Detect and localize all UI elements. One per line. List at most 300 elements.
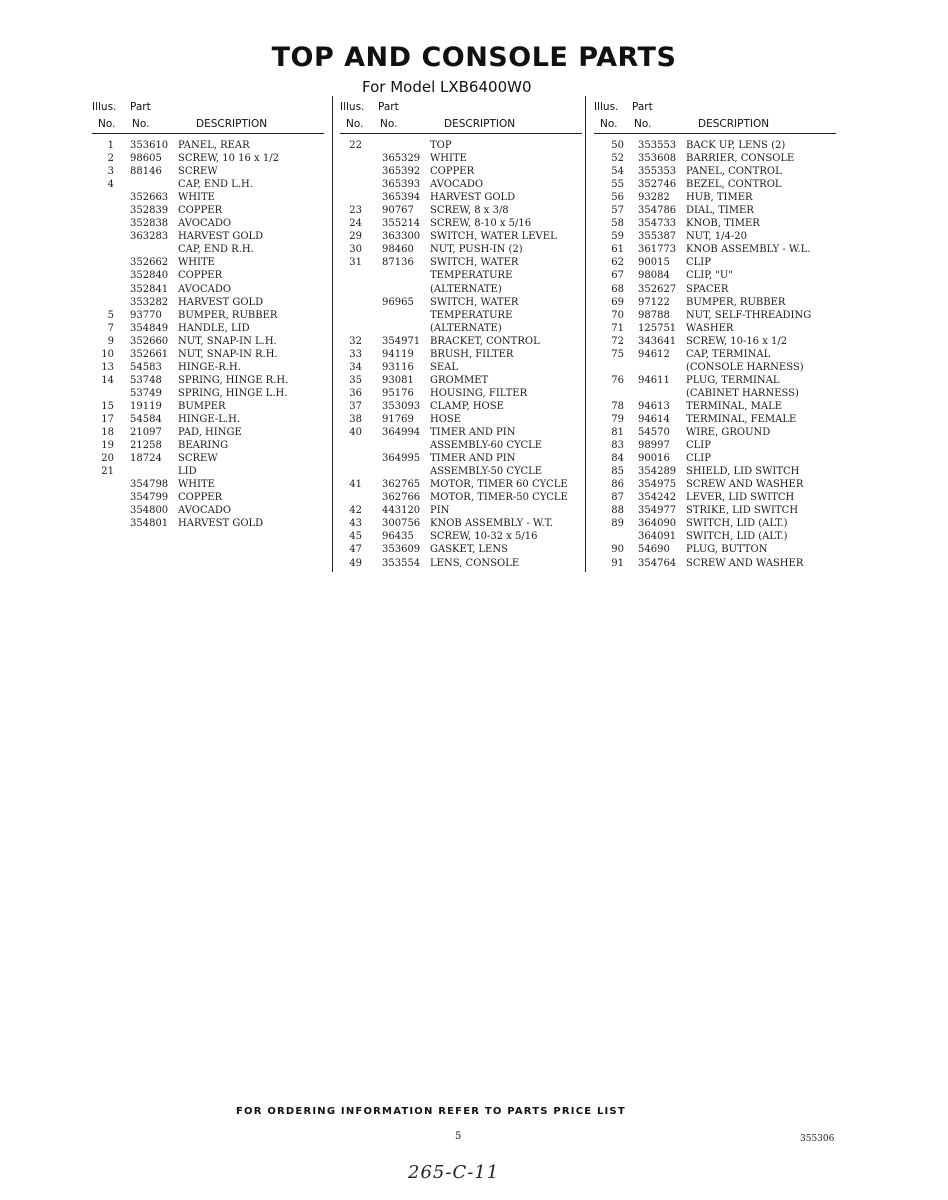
part-description: MOTOR, TIMER 60 CYCLE xyxy=(430,479,568,491)
part-number: 354799 xyxy=(130,492,169,504)
illus-number: 10 xyxy=(101,348,114,360)
part-number: 364994 xyxy=(382,427,421,439)
part-number: 361773 xyxy=(638,244,677,256)
illus-number: 90 xyxy=(611,544,624,556)
illus-number: 7 xyxy=(107,322,114,334)
table-row xyxy=(594,517,836,530)
part-description: BEZEL, CONTROL xyxy=(686,179,782,191)
part-description: SCREW, 8-10 x 5/16 xyxy=(430,218,532,230)
part-description: SCREW AND WASHER xyxy=(686,557,804,569)
part-number: 352840 xyxy=(130,270,169,282)
model-subtitle: For Model LXB6400W0 xyxy=(362,78,532,96)
table-row xyxy=(92,374,324,387)
part-number: 343641 xyxy=(638,335,677,347)
table-row xyxy=(340,517,582,530)
header-part: Part xyxy=(130,101,151,113)
table-row xyxy=(92,452,324,465)
part-number: 365329 xyxy=(382,153,421,165)
part-description: CAP, END R.H. xyxy=(178,244,254,256)
part-description: PLUG, TERMINAL xyxy=(686,374,780,386)
table-row xyxy=(92,204,324,217)
table-row xyxy=(594,283,836,296)
part-number: 354242 xyxy=(638,492,677,504)
header-description: DESCRIPTION xyxy=(698,118,770,130)
part-number: 94614 xyxy=(638,413,670,425)
table-row xyxy=(340,191,582,204)
table-row xyxy=(92,413,324,426)
table-row xyxy=(594,191,836,204)
part-number: 93770 xyxy=(130,309,162,321)
table-row xyxy=(340,165,582,178)
illus-number: 75 xyxy=(611,348,624,360)
parts-rows xyxy=(340,139,582,570)
header-part: Part xyxy=(632,101,653,113)
table-row xyxy=(92,361,324,374)
illus-number: 59 xyxy=(611,231,624,243)
part-description: BEARING xyxy=(178,440,229,452)
illus-number: 50 xyxy=(611,140,624,151)
illus-number: 71 xyxy=(611,322,624,334)
table-row xyxy=(340,204,582,217)
table-row xyxy=(594,557,836,570)
part-number: 98605 xyxy=(130,153,162,165)
table-row xyxy=(92,165,324,178)
part-description: CLIP xyxy=(686,440,711,452)
part-description: HUB, TIMER xyxy=(686,192,753,204)
table-row xyxy=(340,322,582,335)
part-number: 352838 xyxy=(130,218,169,230)
table-row xyxy=(340,439,582,452)
part-description: CAP, END L.H. xyxy=(178,179,253,191)
part-description: SPRING, HINGE R.H. xyxy=(178,374,289,386)
part-description: TEMPERATURE xyxy=(430,309,513,321)
part-description: BUMPER, RUBBER xyxy=(178,309,278,321)
part-number: 53748 xyxy=(130,374,162,386)
part-description: SWITCH, WATER LEVEL xyxy=(430,231,557,243)
part-description: COPPER xyxy=(430,166,475,178)
part-description: SCREW xyxy=(178,453,218,465)
illus-number: 61 xyxy=(611,244,624,256)
part-number: 98788 xyxy=(638,309,670,321)
table-row xyxy=(594,256,836,269)
illus-number: 3 xyxy=(107,166,114,178)
table-row xyxy=(340,426,582,439)
part-description: KNOB, TIMER xyxy=(686,218,760,230)
table-row xyxy=(594,426,836,439)
part-description: SEAL xyxy=(430,361,459,373)
table-row xyxy=(92,230,324,243)
illus-number: 86 xyxy=(611,479,624,491)
part-number: 355353 xyxy=(638,166,677,178)
part-description: HINGE-R.H. xyxy=(178,361,241,373)
table-row xyxy=(92,152,324,165)
part-description: SWITCH, WATER xyxy=(430,296,519,308)
table-row xyxy=(594,243,836,256)
part-description: AVOCADO xyxy=(178,218,232,230)
illus-number: 69 xyxy=(611,296,624,308)
illus-number: 70 xyxy=(611,309,624,321)
table-row xyxy=(340,413,582,426)
illus-number: 84 xyxy=(611,453,624,465)
illus-number: 83 xyxy=(611,440,624,452)
illus-number: 35 xyxy=(349,374,362,386)
part-description: COPPER xyxy=(178,492,223,504)
table-row xyxy=(340,557,582,570)
table-row xyxy=(594,139,836,152)
illus-number: 34 xyxy=(349,361,362,373)
illus-number: 32 xyxy=(349,335,362,347)
part-number: 21258 xyxy=(130,440,162,452)
table-row xyxy=(340,217,582,230)
part-number: 93116 xyxy=(382,361,414,373)
part-number: 98084 xyxy=(638,270,670,282)
part-number: 352661 xyxy=(130,348,169,360)
part-description: PLUG, BUTTON xyxy=(686,544,768,556)
table-row xyxy=(92,243,324,256)
header-illus-no: No. xyxy=(98,118,116,130)
table-row xyxy=(340,230,582,243)
part-description: HOUSING, FILTER xyxy=(430,387,528,399)
part-number: 352746 xyxy=(638,179,677,191)
page-number: 5 xyxy=(455,1131,462,1142)
part-description: GASKET, LENS xyxy=(430,544,508,556)
part-description: CLIP, "U" xyxy=(686,270,733,282)
part-number: 354849 xyxy=(130,322,169,334)
part-number: 364090 xyxy=(638,518,677,530)
part-number: 94119 xyxy=(382,348,414,360)
part-number: 88146 xyxy=(130,166,162,178)
illus-number: 4 xyxy=(107,179,114,191)
table-row xyxy=(594,165,836,178)
part-description: SCREW, 10 16 x 1/2 xyxy=(178,153,279,165)
illus-number: 33 xyxy=(349,348,362,360)
part-description: TIMER AND PIN xyxy=(430,453,516,465)
illus-number: 45 xyxy=(349,531,362,543)
table-row xyxy=(92,478,324,491)
table-row xyxy=(340,543,582,556)
part-number: 87136 xyxy=(382,257,414,269)
illus-number: 91 xyxy=(611,557,624,569)
part-number: 91769 xyxy=(382,413,414,425)
illus-number: 19 xyxy=(101,440,114,452)
table-row xyxy=(92,296,324,309)
part-description: SWITCH, WATER xyxy=(430,257,519,269)
part-description: ASSEMBLY-50 CYCLE xyxy=(430,466,543,478)
table-row xyxy=(92,217,324,230)
parts-rows xyxy=(594,139,836,570)
header-description: DESCRIPTION xyxy=(444,118,516,130)
table-row xyxy=(340,269,582,282)
table-row xyxy=(594,152,836,165)
header-part-no: No. xyxy=(132,118,150,130)
part-number: 364995 xyxy=(382,453,421,465)
part-description: NUT, SNAP-IN L.H. xyxy=(178,335,277,347)
part-description: SCREW, 10-32 x 5/16 xyxy=(430,531,538,543)
part-number: 354975 xyxy=(638,479,677,491)
table-row xyxy=(92,256,324,269)
part-description: (CABINET HARNESS) xyxy=(686,387,799,399)
illus-number: 37 xyxy=(349,400,362,412)
table-row xyxy=(594,387,836,400)
part-description: PAD, HINGE xyxy=(178,427,242,439)
table-row xyxy=(340,530,582,543)
illus-number: 72 xyxy=(611,335,624,347)
illus-number: 67 xyxy=(611,270,624,282)
illus-number: 76 xyxy=(611,374,624,386)
part-number: 300756 xyxy=(382,518,421,530)
handwritten-note: 265-C-11 xyxy=(408,1162,500,1183)
table-row xyxy=(594,309,836,322)
illus-number: 21 xyxy=(101,466,114,478)
illus-number: 22 xyxy=(349,140,362,151)
part-number: 90016 xyxy=(638,453,670,465)
table-row xyxy=(340,296,582,309)
part-description: SCREW AND WASHER xyxy=(686,479,804,491)
part-number: 354289 xyxy=(638,466,677,478)
table-row xyxy=(340,504,582,517)
table-row xyxy=(340,452,582,465)
header-illus-no: No. xyxy=(346,118,364,130)
illus-number: 36 xyxy=(349,387,362,399)
part-number: 90015 xyxy=(638,257,670,269)
ordering-note: FOR ORDERING INFORMATION REFER TO PARTS PRICE LIST xyxy=(236,1106,626,1117)
page-title: TOP AND CONSOLE PARTS xyxy=(271,42,677,73)
part-description: TEMPERATURE xyxy=(430,270,513,282)
part-number: 93282 xyxy=(638,192,670,204)
part-description: CAP, TERMINAL xyxy=(686,348,771,360)
table-row xyxy=(340,283,582,296)
part-description: HARVEST GOLD xyxy=(430,192,516,204)
parts-column xyxy=(340,100,582,570)
part-number: 97122 xyxy=(638,296,670,308)
table-row xyxy=(92,269,324,282)
part-description: DIAL, TIMER xyxy=(686,205,754,217)
table-row xyxy=(92,178,324,191)
part-number: 352841 xyxy=(130,283,169,295)
part-description: BACK UP, LENS (2) xyxy=(686,140,786,151)
part-number: 96435 xyxy=(382,531,414,543)
part-description: HARVEST GOLD xyxy=(178,231,264,243)
table-row xyxy=(340,139,582,152)
part-description: COPPER xyxy=(178,270,223,282)
illus-number: 88 xyxy=(611,505,624,517)
table-row xyxy=(92,465,324,478)
part-description: HARVEST GOLD xyxy=(178,296,264,308)
part-number: 365393 xyxy=(382,179,421,191)
part-description: CLAMP, HOSE xyxy=(430,400,504,412)
part-description: WHITE xyxy=(430,153,467,165)
header-illus: Illus. xyxy=(594,101,619,113)
part-description: HARVEST GOLD xyxy=(178,518,264,530)
illus-number: 5 xyxy=(107,309,114,321)
table-row xyxy=(594,439,836,452)
part-number: 54584 xyxy=(130,413,162,425)
part-description: NUT, PUSH-IN (2) xyxy=(430,244,523,256)
illus-number: 43 xyxy=(349,518,362,530)
table-row xyxy=(594,543,836,556)
part-description: MOTOR, TIMER-50 CYCLE xyxy=(430,492,568,504)
part-description: COPPER xyxy=(178,205,223,217)
part-number: 353282 xyxy=(130,296,169,308)
illus-number: 20 xyxy=(101,453,114,465)
part-number: 94612 xyxy=(638,348,670,360)
table-row xyxy=(594,217,836,230)
column-header xyxy=(340,100,582,134)
table-row xyxy=(594,504,836,517)
table-row xyxy=(340,335,582,348)
part-description: BARRIER, CONSOLE xyxy=(686,153,795,165)
part-description: STRIKE, LID SWITCH xyxy=(686,505,799,517)
part-number: 362766 xyxy=(382,492,421,504)
part-description: HANDLE, LID xyxy=(178,322,250,334)
part-number: 353093 xyxy=(382,400,421,412)
part-number: 21097 xyxy=(130,427,162,439)
table-row xyxy=(92,400,324,413)
part-number: 354733 xyxy=(638,218,677,230)
part-description: BUMPER, RUBBER xyxy=(686,296,786,308)
table-row xyxy=(92,335,324,348)
illus-number: 87 xyxy=(611,492,624,504)
illus-number: 29 xyxy=(349,231,362,243)
table-row xyxy=(594,322,836,335)
part-number: 353610 xyxy=(130,140,169,151)
part-description: WHITE xyxy=(178,479,215,491)
table-row xyxy=(92,504,324,517)
part-number: 98460 xyxy=(382,244,414,256)
table-row xyxy=(594,374,836,387)
part-description: (ALTERNATE) xyxy=(430,283,502,295)
illus-number: 54 xyxy=(611,166,624,178)
part-description: WHITE xyxy=(178,192,215,204)
table-row xyxy=(340,152,582,165)
part-number: 353608 xyxy=(638,153,677,165)
part-number: 365392 xyxy=(382,166,421,178)
part-description: TIMER AND PIN xyxy=(430,427,516,439)
part-description: WIRE, GROUND xyxy=(686,427,771,439)
part-number: 354971 xyxy=(382,335,421,347)
part-description: TERMINAL, MALE xyxy=(686,400,783,412)
illus-number: 9 xyxy=(107,335,114,347)
table-row xyxy=(92,348,324,361)
table-row xyxy=(594,452,836,465)
illus-number: 42 xyxy=(349,505,362,517)
table-row xyxy=(594,413,836,426)
illus-number: 78 xyxy=(611,400,624,412)
part-description: PANEL, REAR xyxy=(178,140,250,151)
table-row xyxy=(92,283,324,296)
part-description: WHITE xyxy=(178,257,215,269)
illus-number: 2 xyxy=(107,153,114,165)
parts-rows xyxy=(92,139,324,530)
table-row xyxy=(340,374,582,387)
illus-number: 85 xyxy=(611,466,624,478)
part-description: CLIP xyxy=(686,453,711,465)
table-row xyxy=(92,309,324,322)
table-row xyxy=(594,178,836,191)
part-number: 363283 xyxy=(130,231,169,243)
column-header xyxy=(594,100,836,134)
part-description: NUT, SNAP-IN R.H. xyxy=(178,348,278,360)
illus-number: 13 xyxy=(101,361,114,373)
illus-number: 55 xyxy=(611,179,624,191)
part-number: 355387 xyxy=(638,231,677,243)
part-description: WASHER xyxy=(686,322,734,334)
header-description: DESCRIPTION xyxy=(196,118,268,130)
part-description: PANEL, CONTROL xyxy=(686,166,782,178)
part-description: BRACKET, CONTROL xyxy=(430,335,540,347)
header-part-no: No. xyxy=(380,118,398,130)
part-number: 443120 xyxy=(382,505,421,517)
part-description: SPRING, HINGE L.H. xyxy=(178,387,288,399)
illus-number: 18 xyxy=(101,427,114,439)
part-description: KNOB ASSEMBLY - W.T. xyxy=(430,518,554,530)
table-row xyxy=(594,400,836,413)
part-description: (CONSOLE HARNESS) xyxy=(686,361,804,373)
part-number: 96965 xyxy=(382,296,414,308)
table-row xyxy=(340,491,582,504)
part-description: SCREW xyxy=(178,166,218,178)
part-number: 365394 xyxy=(382,192,421,204)
part-number: 98997 xyxy=(638,440,670,452)
part-description: CLIP xyxy=(686,257,711,269)
table-row xyxy=(340,256,582,269)
part-description: PIN xyxy=(430,505,450,517)
part-description: NUT, SELF-THREADING xyxy=(686,309,812,321)
table-row xyxy=(594,361,836,374)
table-row xyxy=(594,335,836,348)
table-row xyxy=(340,361,582,374)
illus-number: 52 xyxy=(611,153,624,165)
part-description: SCREW, 10-16 x 1/2 xyxy=(686,335,788,347)
part-description: NUT, 1/4-20 xyxy=(686,231,747,243)
part-number: 352660 xyxy=(130,335,169,347)
part-number: 355214 xyxy=(382,218,421,230)
table-row xyxy=(92,387,324,400)
part-number: 354764 xyxy=(638,557,677,569)
part-number: 94613 xyxy=(638,400,670,412)
document-number: 355306 xyxy=(800,1134,835,1144)
table-row xyxy=(92,322,324,335)
part-description: (ALTERNATE) xyxy=(430,322,502,334)
part-description: AVOCADO xyxy=(178,283,232,295)
part-number: 94611 xyxy=(638,374,670,386)
part-number: 18724 xyxy=(130,453,162,465)
table-row xyxy=(594,530,836,543)
column-header xyxy=(92,100,324,134)
table-row xyxy=(92,426,324,439)
table-row xyxy=(340,387,582,400)
table-row xyxy=(92,139,324,152)
part-description: SCREW, 8 x 3/8 xyxy=(430,205,509,217)
header-illus-no: No. xyxy=(600,118,618,130)
illus-number: 49 xyxy=(349,557,362,569)
header-part: Part xyxy=(378,101,399,113)
part-description: LID xyxy=(178,466,197,478)
illus-number: 24 xyxy=(349,218,362,230)
table-row xyxy=(594,296,836,309)
illus-number: 89 xyxy=(611,518,624,530)
part-description: GROMMET xyxy=(430,374,489,386)
table-row xyxy=(92,491,324,504)
illus-number: 1 xyxy=(107,140,114,151)
part-description: TERMINAL, FEMALE xyxy=(686,413,797,425)
header-part-no: No. xyxy=(634,118,652,130)
part-number: 54583 xyxy=(130,361,162,373)
table-row xyxy=(594,348,836,361)
part-description: AVOCADO xyxy=(178,505,232,517)
part-description: LEVER, LID SWITCH xyxy=(686,492,795,504)
illus-number: 58 xyxy=(611,218,624,230)
